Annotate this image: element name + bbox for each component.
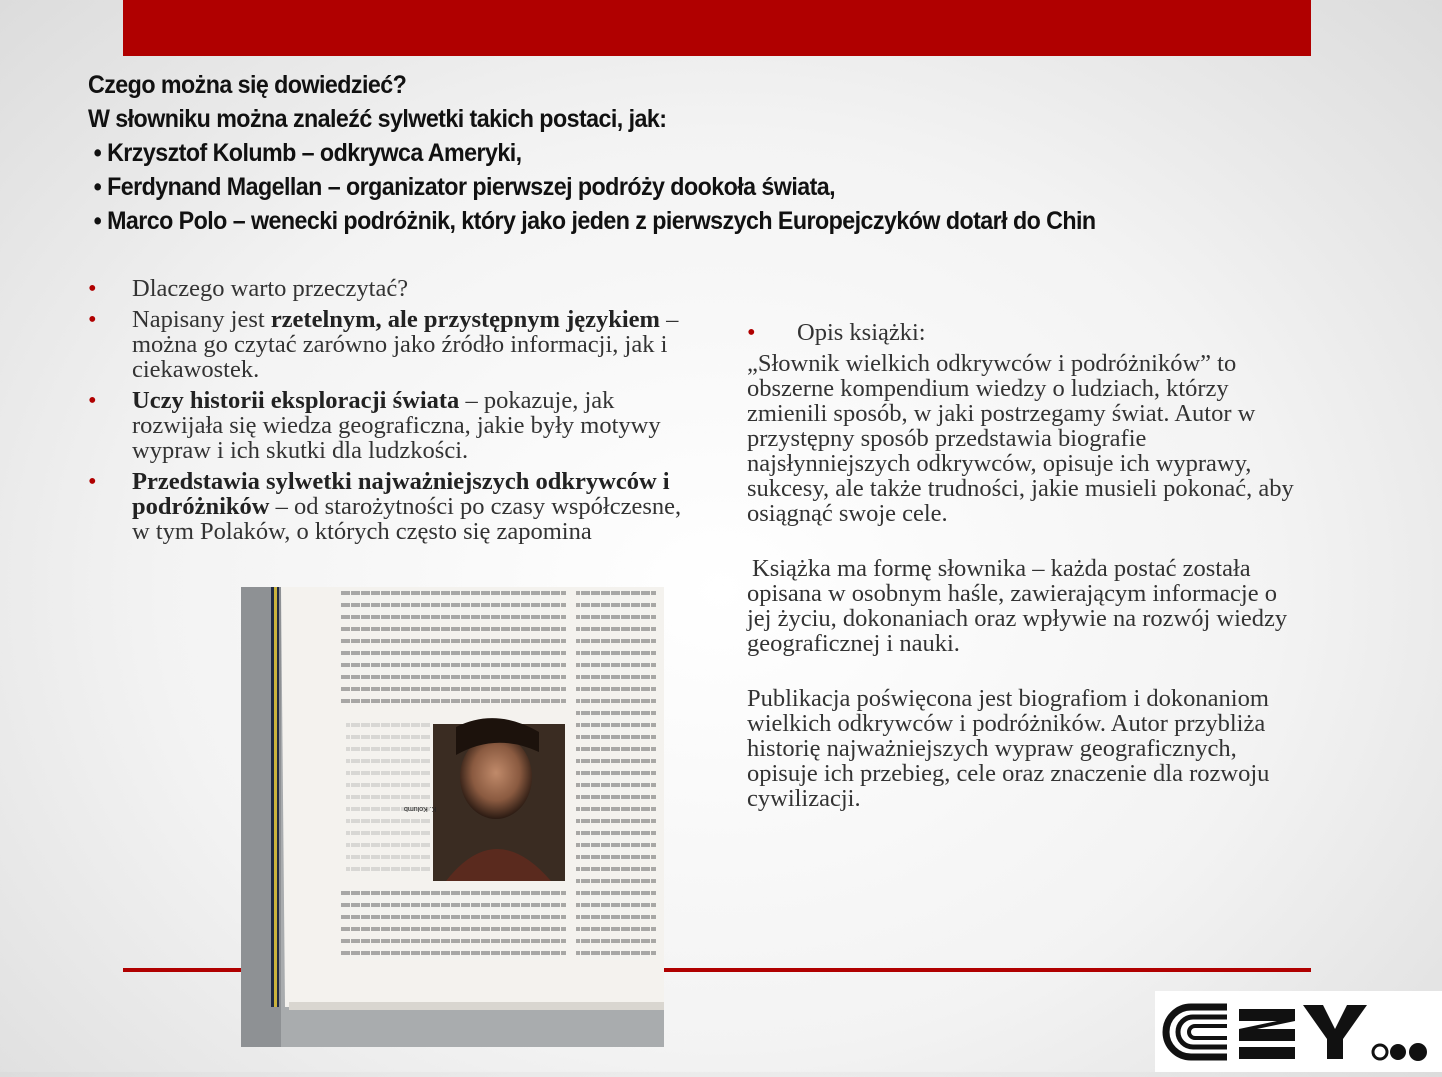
description-heading xyxy=(747,320,1307,345)
top-accent-bar xyxy=(123,0,1311,56)
list-item-history xyxy=(88,388,700,463)
item-text-bold: Uczy historii eksploracji świata xyxy=(132,387,460,414)
item-text-post: – od starożytności po czasy współczesne, w tym Polaków, o których często się zapomina xyxy=(132,493,682,545)
book-page-image xyxy=(241,587,664,1047)
header-bullet-magellan: • Ferdynand Magellan – organizator pierwszej podróży dookoła świata, xyxy=(93,173,836,201)
header-subtitle: W słowniku można znaleźć sylwetki takich postaci, jak: xyxy=(88,105,667,133)
list-item-why-read xyxy=(88,276,700,301)
header-title: Czego można się dowiedzieć? xyxy=(88,71,407,99)
item-text-post: – pokazuje, jak rozwijała się wiedza geograficzna, jakie były motywy wypraw i ich skutki dla ludzkości. xyxy=(132,387,661,464)
header-block xyxy=(88,68,1241,238)
left-column xyxy=(88,276,700,550)
right-column xyxy=(747,320,1307,811)
item-text-post: – można go czytać zarówno jako źródło informacji, jak i ciekawostek. xyxy=(132,306,679,383)
list-item-profiles xyxy=(88,469,700,544)
bullet-marker: • xyxy=(88,275,97,302)
photo-caption: K. Kolumb xyxy=(404,805,437,812)
publisher-logo xyxy=(1155,991,1442,1072)
item-text: Dlaczego warto przeczytać? xyxy=(132,275,409,302)
book-page-photo xyxy=(241,587,664,1047)
bullet-marker: • xyxy=(747,319,756,346)
description-paragraph-1: „Słownik wielkich odkrywców i podróżników” to obszerne kompendium wiedzy o ludziach, którzy zmienili sposób, w jaki postrzegamy świat. Autor w przystępny sposób przedstawia biografie najsłynniejszych odkrywców, opisuje ich wyprawy, sukcesy, ale także trudności, jakie musieli pokonać, aby osiągnąć swoje cele. xyxy=(747,350,1294,527)
description-heading-text: Opis książki: xyxy=(797,319,926,346)
list-item-language xyxy=(88,307,700,382)
logo-mark xyxy=(1155,991,1442,1072)
header-bullet-polo: • Marco Polo – wenecki podróżnik, który jako jeden z pierwszych Europejczyków dotarł do Chin xyxy=(93,207,1096,235)
bullet-marker: • xyxy=(88,468,97,495)
item-text-pre: Napisany jest xyxy=(132,306,271,333)
description-paragraph-3: Publikacja poświęcona jest biografiom i dokonaniom wielkich odkrywców i podróżników. Autor przybliża historię najważniejszych wypraw geograficznych, opisuje ich przebieg, cele oraz znaczenie dla rozwoju cywilizacji. xyxy=(747,685,1270,812)
item-text-bold: rzetelnym, ale przystępnym językiem xyxy=(270,306,660,333)
item-text-bold: Przedstawia sylwetki najważniejszych odkrywców i podróżników xyxy=(132,468,670,520)
bullet-marker: • xyxy=(88,306,97,333)
bullet-marker: • xyxy=(88,387,97,414)
description-paragraph-2: Książka ma formę słownika – każda postać została opisana w osobnym haśle, zawierającym informacje o jej życiu, dokonaniach oraz wpływie na rozwój wiedzy geograficznej i nauki. xyxy=(747,555,1288,657)
header-bullet-kolumb: • Krzysztof Kolumb – odkrywca Ameryki, xyxy=(93,139,522,167)
